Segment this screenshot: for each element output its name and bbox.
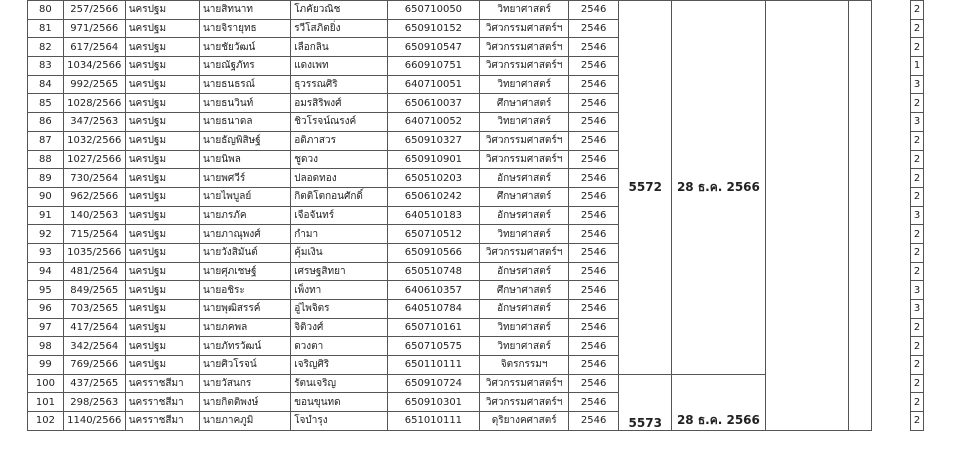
student-id-cell: 650710512 (387, 225, 480, 244)
faculty-cell: วิทยาศาสตร์ (480, 1, 569, 20)
year-cell: 2546 (569, 150, 619, 169)
order-date-cell: 28 ธ.ค. 2566 (672, 374, 765, 430)
document-code-cell: 347/2563 (63, 113, 125, 132)
student-id-cell: 660910751 (387, 57, 480, 76)
faculty-cell: วิทยาศาสตร์ (480, 337, 569, 356)
province-cell: นครปฐม (125, 281, 199, 300)
province-cell: นครปฐม (125, 150, 199, 169)
year-cell: 2546 (569, 19, 619, 38)
province-cell: นครปฐม (125, 38, 199, 57)
faculty-cell: ดุริยางคศาสตร์ (480, 412, 569, 431)
first-name-cell: นายภัทรวัฒน์ (199, 337, 290, 356)
first-name-cell: นายอชิระ (199, 281, 290, 300)
year-cell: 2546 (569, 169, 619, 188)
row-number-cell: 90 (28, 187, 64, 206)
document-code-cell: 298/2563 (63, 393, 125, 412)
first-name-cell: นายธนธรณ์ (199, 75, 290, 94)
first-name-cell: นายศิวโรจน์ (199, 356, 290, 375)
row-number-cell: 86 (28, 113, 64, 132)
province-cell: นครปฐม (125, 225, 199, 244)
province-cell: นครราชสีมา (125, 412, 199, 431)
province-cell: นครปฐม (125, 262, 199, 281)
year-cell: 2546 (569, 1, 619, 20)
row-number-cell: 88 (28, 150, 64, 169)
count-cell: 2 (910, 94, 923, 113)
first-name-cell: นายธนวินท์ (199, 94, 290, 113)
count-cell: 2 (910, 169, 923, 188)
student-id-cell: 640710052 (387, 113, 480, 132)
order-date-cell: 28 ธ.ค. 2566 (672, 1, 765, 375)
student-id-cell: 650510748 (387, 262, 480, 281)
year-cell: 2546 (569, 356, 619, 375)
faculty-cell: วิศวกรรมศาสตร์ฯ (480, 243, 569, 262)
blank-cell-a (765, 1, 849, 431)
row-number-cell: 80 (28, 1, 64, 20)
last-name-cell: ธุวรรณศิริ (291, 75, 387, 94)
faculty-cell: วิศวกรรมศาสตร์ฯ (480, 393, 569, 412)
province-cell: นครปฐม (125, 75, 199, 94)
province-cell: นครปฐม (125, 318, 199, 337)
row-number-cell: 100 (28, 374, 64, 393)
row-number-cell: 81 (28, 19, 64, 38)
document-code-cell: 703/2565 (63, 300, 125, 319)
student-id-cell: 651010111 (387, 412, 480, 431)
count-cell: 2 (910, 131, 923, 150)
student-id-cell: 650910566 (387, 243, 480, 262)
student-id-cell: 650610037 (387, 94, 480, 113)
faculty-cell: วิทยาศาสตร์ (480, 75, 569, 94)
province-cell: นครราชสีมา (125, 374, 199, 393)
row-number-cell: 87 (28, 131, 64, 150)
count-cell: 3 (910, 300, 923, 319)
order-number-cell: 5573 (619, 374, 672, 430)
row-number-cell: 102 (28, 412, 64, 431)
province-cell: นครปฐม (125, 187, 199, 206)
faculty-cell: วิทยาศาสตร์ (480, 225, 569, 244)
last-name-cell: อดิภาสวร (291, 131, 387, 150)
last-name-cell: อมรสิริพงศ์ (291, 94, 387, 113)
student-id-cell: 640510183 (387, 206, 480, 225)
first-name-cell: นายวังสิมันต์ (199, 243, 290, 262)
last-name-cell: เจริญศิริ (291, 356, 387, 375)
last-name-cell: ดวงตา (291, 337, 387, 356)
count-cell: 3 (910, 113, 923, 132)
document-code-cell: 1027/2566 (63, 150, 125, 169)
last-name-cell: ชูดวง (291, 150, 387, 169)
count-cell: 2 (910, 225, 923, 244)
count-cell: 2 (910, 412, 923, 431)
last-name-cell: จิติวงศ์ (291, 318, 387, 337)
student-roster-table (27, 0, 980, 431)
year-cell: 2546 (569, 206, 619, 225)
year-cell: 2546 (569, 131, 619, 150)
last-name-cell: กำมา (291, 225, 387, 244)
province-cell: นครปฐม (125, 356, 199, 375)
last-name-cell: เศรษฐสิทยา (291, 262, 387, 281)
document-code-cell: 1032/2566 (63, 131, 125, 150)
count-cell: 3 (910, 75, 923, 94)
count-cell: 2 (910, 393, 923, 412)
row-number-cell: 84 (28, 75, 64, 94)
count-cell: 1 (910, 57, 923, 76)
row-number-cell: 101 (28, 393, 64, 412)
faculty-cell: อักษรศาสตร์ (480, 206, 569, 225)
province-cell: นครปฐม (125, 169, 199, 188)
count-cell: 2 (910, 262, 923, 281)
document-code-cell: 730/2564 (63, 169, 125, 188)
document-code-cell: 257/2566 (63, 1, 125, 20)
faculty-cell: ศึกษาศาสตร์ (480, 281, 569, 300)
count-cell: 3 (910, 206, 923, 225)
document-code-cell: 342/2564 (63, 337, 125, 356)
province-cell: นครปฐม (125, 113, 199, 132)
faculty-cell: จิตรกรรมฯ (480, 356, 569, 375)
count-cell: 2 (910, 187, 923, 206)
year-cell: 2546 (569, 113, 619, 132)
student-id-cell: 650910152 (387, 19, 480, 38)
last-name-cell: โจบำรุง (291, 412, 387, 431)
row-number-cell: 91 (28, 206, 64, 225)
document-code-cell: 617/2564 (63, 38, 125, 57)
last-name-cell: ชิวโรจน์ณรงค์ (291, 113, 387, 132)
row-number-cell: 92 (28, 225, 64, 244)
province-cell: นครราชสีมา (125, 393, 199, 412)
year-cell: 2546 (569, 393, 619, 412)
student-id-cell: 650710575 (387, 337, 480, 356)
document-code-cell: 1028/2566 (63, 94, 125, 113)
last-name-cell: อู่ไพจิตร (291, 300, 387, 319)
order-number-cell: 5572 (619, 1, 672, 375)
year-cell: 2546 (569, 318, 619, 337)
row-number-cell: 96 (28, 300, 64, 319)
province-cell: นครปฐม (125, 243, 199, 262)
first-name-cell: นายธัญพิสิษฐ์ (199, 131, 290, 150)
last-name-cell: ขอนขุนทด (291, 393, 387, 412)
row-number-cell: 93 (28, 243, 64, 262)
document-code-cell: 417/2564 (63, 318, 125, 337)
student-id-cell: 650510203 (387, 169, 480, 188)
first-name-cell: นายพศวีร์ (199, 169, 290, 188)
faculty-cell: ศึกษาศาสตร์ (480, 94, 569, 113)
document-code-cell: 849/2565 (63, 281, 125, 300)
student-id-cell: 650910901 (387, 150, 480, 169)
year-cell: 2546 (569, 281, 619, 300)
count-cell: 2 (910, 356, 923, 375)
province-cell: นครปฐม (125, 131, 199, 150)
first-name-cell: นายธนาดล (199, 113, 290, 132)
province-cell: นครปฐม (125, 206, 199, 225)
count-cell: 2 (910, 38, 923, 57)
document-code-cell: 971/2566 (63, 19, 125, 38)
year-cell: 2546 (569, 38, 619, 57)
student-id-cell: 650910327 (387, 131, 480, 150)
student-id-cell: 650910301 (387, 393, 480, 412)
faculty-cell: วิศวกรรมศาสตร์ฯ (480, 19, 569, 38)
student-id-cell: 650110111 (387, 356, 480, 375)
row-number-cell: 99 (28, 356, 64, 375)
count-cell: 2 (910, 374, 923, 393)
document-code-cell: 1034/2566 (63, 57, 125, 76)
faculty-cell: วิศวกรรมศาสตร์ฯ (480, 57, 569, 76)
last-name-cell: รวีโสภิตยิ่ง (291, 19, 387, 38)
faculty-cell: อักษรศาสตร์ (480, 262, 569, 281)
first-name-cell: นายณัฐภัทร (199, 57, 290, 76)
year-cell: 2546 (569, 187, 619, 206)
faculty-cell: วิศวกรรมศาสตร์ฯ (480, 150, 569, 169)
year-cell: 2546 (569, 337, 619, 356)
province-cell: นครปฐม (125, 19, 199, 38)
faculty-cell: วิทยาศาสตร์ (480, 113, 569, 132)
blank-cell-b (849, 1, 872, 431)
faculty-cell: อักษรศาสตร์ (480, 300, 569, 319)
faculty-cell: วิศวกรรมศาสตร์ฯ (480, 374, 569, 393)
document-code-cell: 481/2564 (63, 262, 125, 281)
student-id-cell: 640610357 (387, 281, 480, 300)
document-code-cell: 715/2564 (63, 225, 125, 244)
row-number-cell: 97 (28, 318, 64, 337)
first-name-cell: นายภรภัค (199, 206, 290, 225)
row-number-cell: 98 (28, 337, 64, 356)
year-cell: 2546 (569, 225, 619, 244)
last-name-cell: เลือกลิน (291, 38, 387, 57)
first-name-cell: นายกิตติพงษ์ (199, 393, 290, 412)
year-cell: 2546 (569, 243, 619, 262)
count-cell: 2 (910, 243, 923, 262)
last-name-cell: ปลอดทอง (291, 169, 387, 188)
row-number-cell: 95 (28, 281, 64, 300)
year-cell: 2546 (569, 300, 619, 319)
count-cell: 2 (910, 1, 923, 20)
province-cell: นครปฐม (125, 57, 199, 76)
first-name-cell: นายนิพล (199, 150, 290, 169)
first-name-cell: นายพุฒิสรรค์ (199, 300, 290, 319)
student-id-cell: 650910724 (387, 374, 480, 393)
year-cell: 2546 (569, 412, 619, 431)
count-cell: 2 (910, 19, 923, 38)
last-name-cell: รัตนเจริญ (291, 374, 387, 393)
document-code-cell: 1140/2566 (63, 412, 125, 431)
last-name-cell: คุ้มเงิน (291, 243, 387, 262)
student-id-cell: 640710051 (387, 75, 480, 94)
faculty-cell: วิทยาศาสตร์ (480, 318, 569, 337)
student-id-cell: 650910547 (387, 38, 480, 57)
student-id-cell: 650710161 (387, 318, 480, 337)
document-code-cell: 992/2565 (63, 75, 125, 94)
faculty-cell: วิศวกรรมศาสตร์ฯ (480, 38, 569, 57)
row-number-cell: 82 (28, 38, 64, 57)
count-cell: 3 (910, 281, 923, 300)
year-cell: 2546 (569, 57, 619, 76)
first-name-cell: นายวัสนกร (199, 374, 290, 393)
document-code-cell: 1035/2566 (63, 243, 125, 262)
table-row (28, 1, 980, 20)
last-name-cell: เพ็งทา (291, 281, 387, 300)
spacer-cell (871, 1, 910, 431)
last-name-cell: เจือจันทร์ (291, 206, 387, 225)
row-number-cell: 85 (28, 94, 64, 113)
first-name-cell: นายสิทนาท (199, 1, 290, 20)
faculty-cell: อักษรศาสตร์ (480, 169, 569, 188)
province-cell: นครปฐม (125, 1, 199, 20)
student-id-cell: 650710050 (387, 1, 480, 20)
count-cell: 2 (910, 318, 923, 337)
first-name-cell: นายศุภเชษฐ์ (199, 262, 290, 281)
row-number-cell: 94 (28, 262, 64, 281)
student-id-cell: 640510784 (387, 300, 480, 319)
year-cell: 2546 (569, 262, 619, 281)
first-name-cell: นายภาณุพงศ์ (199, 225, 290, 244)
last-name-cell: กิตติโตกอนศักดิ์ (291, 187, 387, 206)
province-cell: นครปฐม (125, 94, 199, 113)
year-cell: 2546 (569, 374, 619, 393)
province-cell: นครปฐม (125, 300, 199, 319)
document-code-cell: 437/2565 (63, 374, 125, 393)
last-name-cell: โภคัยวณิช (291, 1, 387, 20)
row-number-cell: 89 (28, 169, 64, 188)
count-cell: 2 (910, 337, 923, 356)
province-cell: นครปฐม (125, 337, 199, 356)
document-code-cell: 962/2566 (63, 187, 125, 206)
document-code-cell: 140/2563 (63, 206, 125, 225)
student-id-cell: 650610242 (387, 187, 480, 206)
roster-body (28, 1, 980, 431)
document-code-cell: 769/2566 (63, 356, 125, 375)
year-cell: 2546 (569, 75, 619, 94)
year-cell: 2546 (569, 94, 619, 113)
first-name-cell: นายไพบูลย์ (199, 187, 290, 206)
last-name-cell: แดงเพท (291, 57, 387, 76)
faculty-cell: วิศวกรรมศาสตร์ฯ (480, 131, 569, 150)
first-name-cell: นายจิรายุทธ (199, 19, 290, 38)
first-name-cell: นายภาคภูมิ (199, 412, 290, 431)
row-number-cell: 83 (28, 57, 64, 76)
count-cell: 2 (910, 150, 923, 169)
first-name-cell: นายภคพล (199, 318, 290, 337)
first-name-cell: นายชัยวัฒน์ (199, 38, 290, 57)
faculty-cell: ศึกษาศาสตร์ (480, 187, 569, 206)
